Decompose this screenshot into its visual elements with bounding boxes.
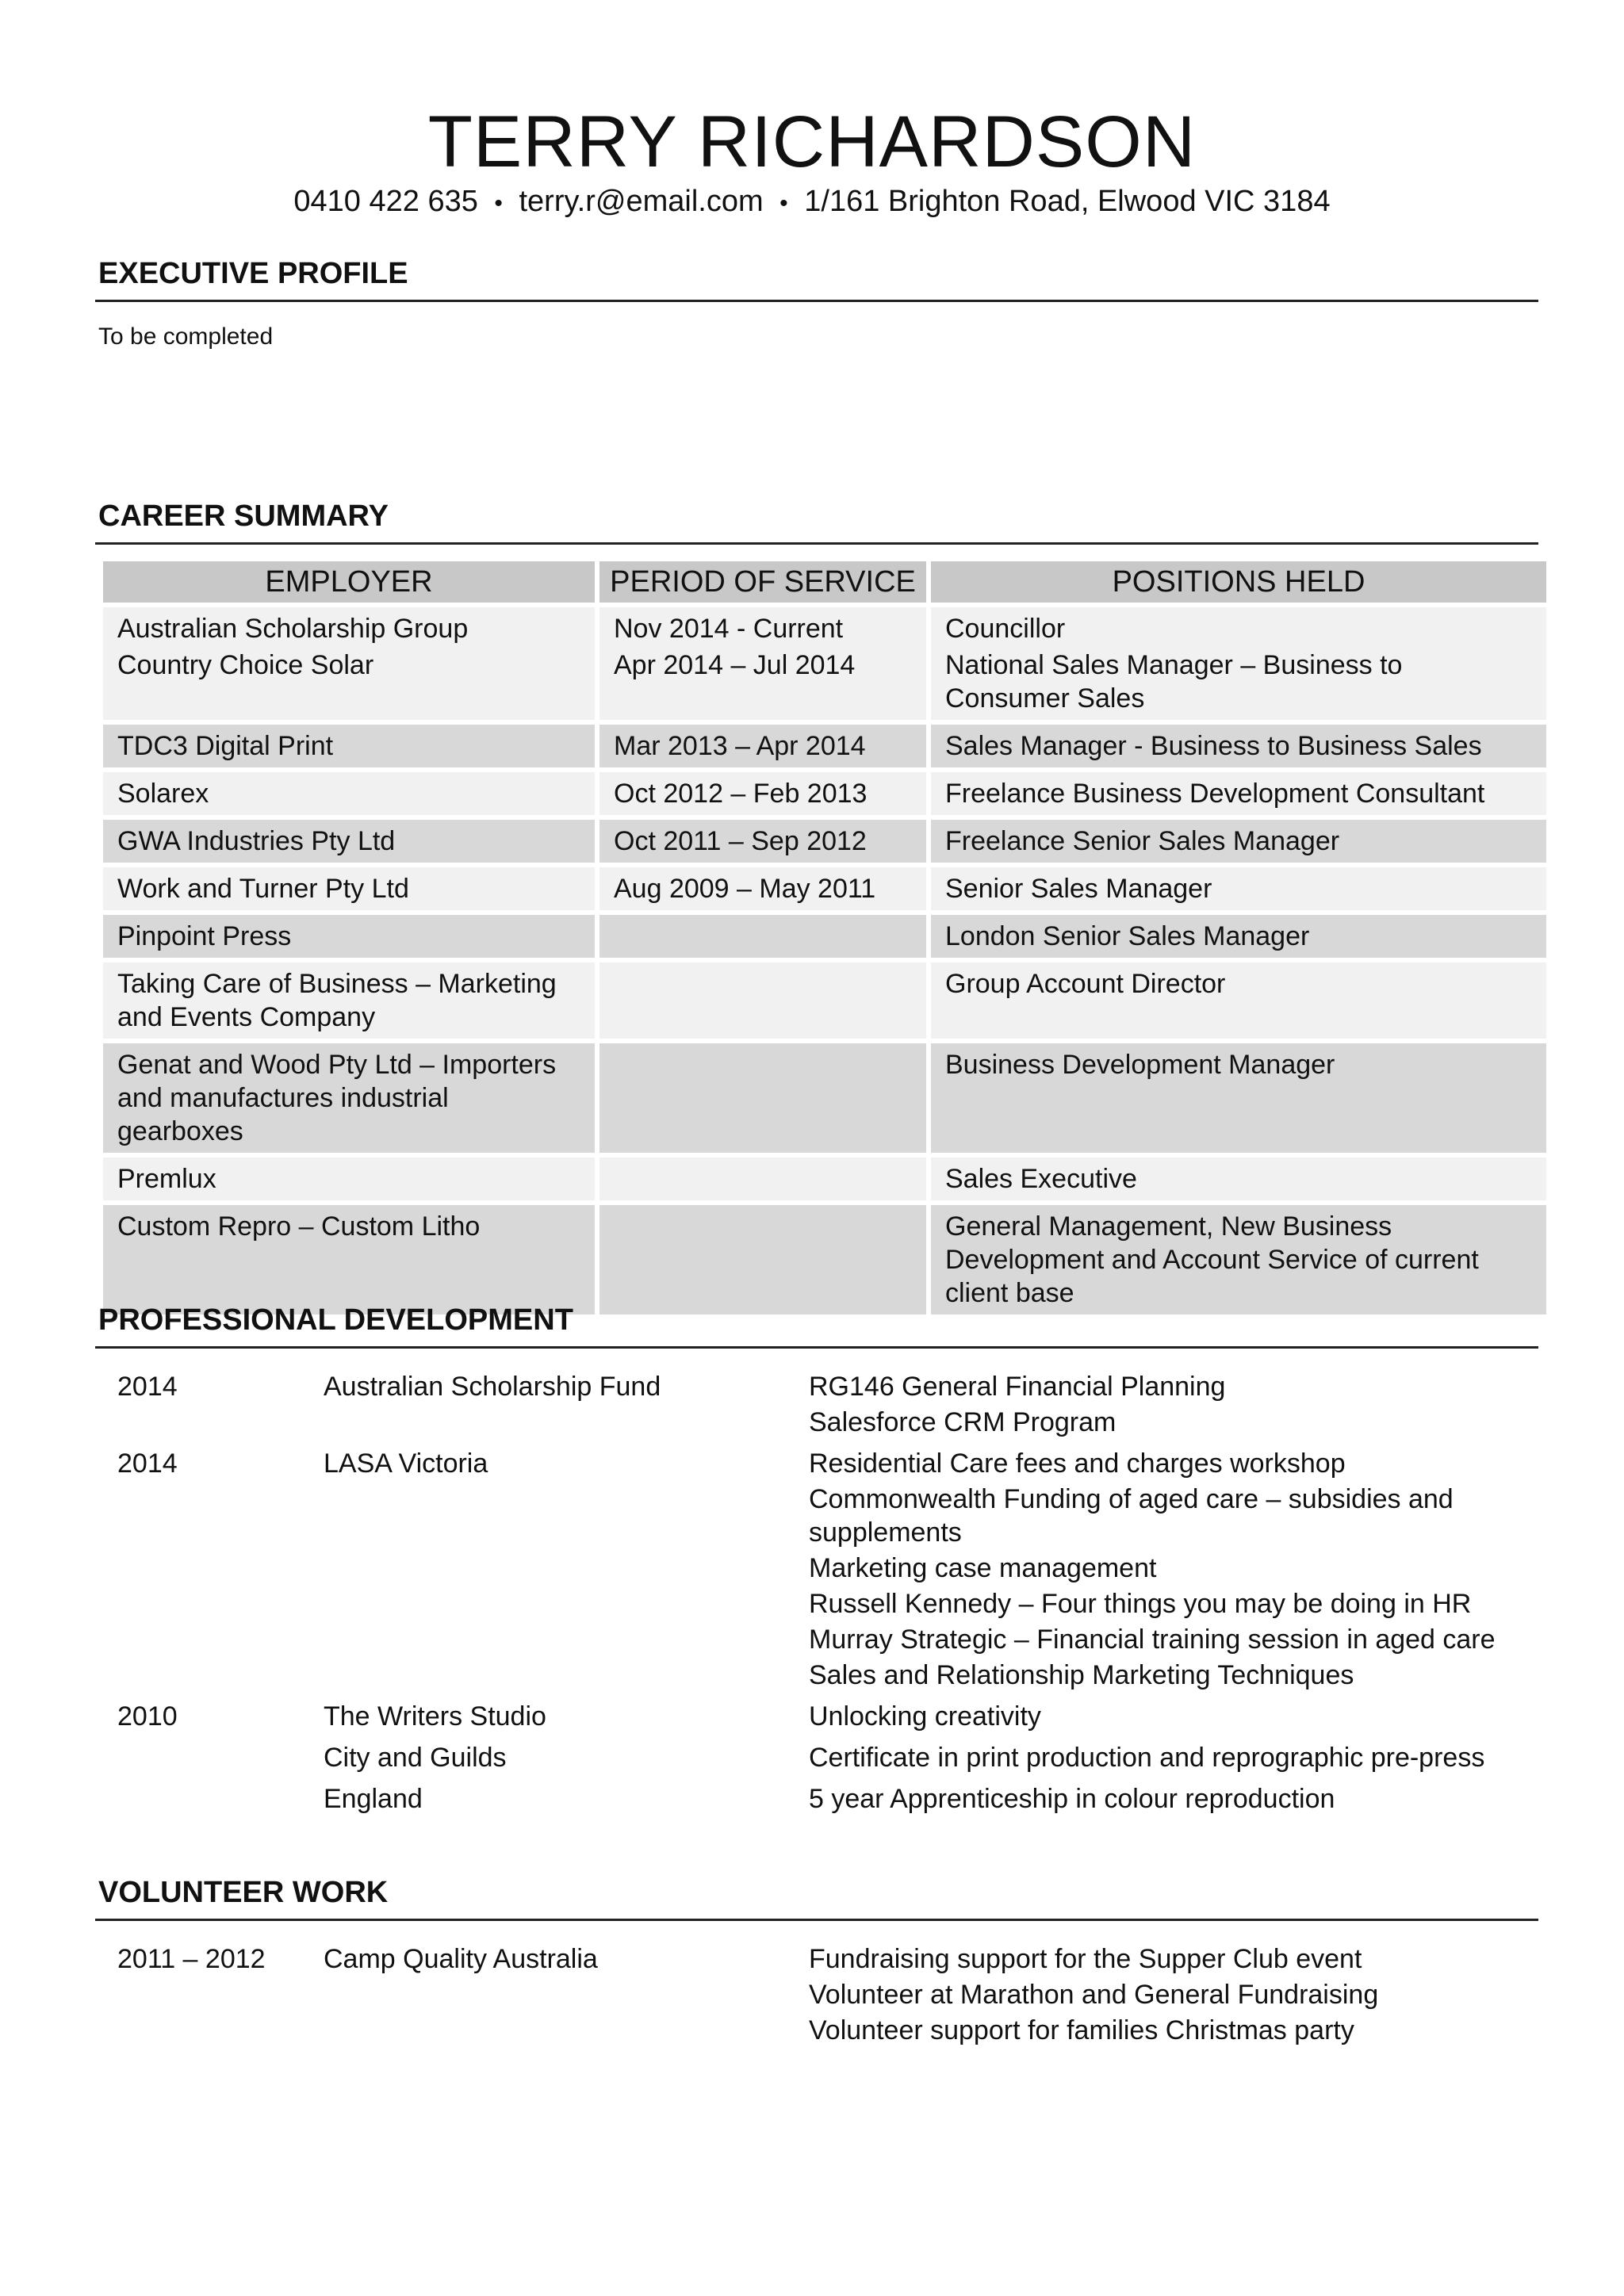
list-item <box>117 1370 1538 1439</box>
position-cell-line: Business Development Manager <box>945 1050 1335 1080</box>
contact-line <box>0 182 1624 223</box>
position-cell <box>931 1158 1546 1200</box>
employer-cell-line: Custom Repro – Custom Litho <box>117 1211 481 1242</box>
position-cell <box>931 820 1546 863</box>
employer-cell <box>103 725 595 767</box>
period-cell-line <box>614 1162 912 1196</box>
period-cell <box>599 1158 926 1200</box>
column-header-positions: POSITIONS HELD <box>931 561 1546 603</box>
phone-number: 0410 422 635 <box>293 185 478 218</box>
item-details <box>809 1782 1538 1816</box>
item-details <box>809 1942 1538 2047</box>
section-divider <box>95 300 1538 302</box>
separator-dot: • <box>779 190 788 216</box>
employer-cell-line: Pinpoint Press <box>117 921 292 951</box>
item-details <box>809 1741 1538 1774</box>
table-row <box>103 772 1551 815</box>
item-detail-line: Volunteer support for families Christmas party <box>809 2015 1354 2045</box>
period-cell-line: Aug 2009 – May 2011 <box>614 874 876 904</box>
employer-cell-line: Country Choice Solar <box>117 650 374 680</box>
employer-cell-line: Australian Scholarship Group <box>117 614 469 644</box>
item-detail-line: Salesforce CRM Program <box>809 1407 1116 1437</box>
position-cell-line: General Management, New Business Development and Account Service of current client base <box>945 1211 1479 1308</box>
position-cell-line: Freelance Business Development Consultant <box>945 779 1485 809</box>
employer-cell-line: Taking Care of Business – Marketing and Events Company <box>117 969 557 1032</box>
item-detail-line: RG146 General Financial Planning <box>809 1372 1226 1402</box>
item-detail-line: Russell Kennedy – Four things you may be doing in HR <box>809 1589 1472 1619</box>
period-cell-line: Oct 2011 – Sep 2012 <box>614 826 867 856</box>
position-cell-line: Freelance Senior Sales Manager <box>945 826 1340 856</box>
item-detail-line: Commonwealth Funding of aged care – subsidies and supplements <box>809 1484 1454 1548</box>
item-detail-line: Fundraising support for the Supper Club event <box>809 1944 1362 1974</box>
position-cell <box>931 725 1546 767</box>
period-cell <box>599 725 926 767</box>
employer-cell <box>103 915 595 958</box>
item-organisation: England <box>324 1784 423 1814</box>
table-row <box>103 607 1551 720</box>
employer-cell-line: Premlux <box>117 1164 216 1194</box>
employer-cell <box>103 1043 595 1153</box>
table-body <box>103 607 1551 1314</box>
list-item <box>117 1782 1538 1816</box>
section-title-executive-profile: EXECUTIVE PROFILE <box>98 257 408 290</box>
period-cell-line: Apr 2014 – Jul 2014 <box>614 650 856 680</box>
position-cell <box>931 867 1546 910</box>
section-divider <box>95 1346 1538 1349</box>
section-title-career-summary: CAREER SUMMARY <box>98 499 389 533</box>
item-year: 2014 <box>117 1448 178 1479</box>
item-detail-line: Sales and Relationship Marketing Techniques <box>809 1660 1354 1690</box>
period-cell <box>599 1043 926 1153</box>
employer-cell-line: Work and Turner Pty Ltd <box>117 874 409 904</box>
period-cell <box>599 867 926 910</box>
item-details <box>809 1370 1538 1439</box>
executive-profile-text: To be completed <box>98 323 274 350</box>
list-item <box>117 1700 1538 1733</box>
candidate-name: TERRY RICHARDSON <box>427 101 1197 182</box>
list-item <box>117 1741 1538 1774</box>
period-cell-line <box>614 1048 912 1081</box>
period-cell <box>599 915 926 958</box>
position-cell-line: Sales Manager - Business to Business Sales <box>945 731 1482 761</box>
item-detail-line: 5 year Apprenticeship in colour reproduction <box>809 1784 1335 1814</box>
employer-cell <box>103 962 595 1039</box>
position-cell-line: Councillor <box>945 614 1066 644</box>
period-cell-line <box>614 920 912 953</box>
position-cell-line: Group Account Director <box>945 969 1226 999</box>
employer-cell-line: GWA Industries Pty Ltd <box>117 826 396 856</box>
section-divider <box>95 542 1538 545</box>
section-divider <box>95 1919 1538 1921</box>
item-details <box>809 1447 1538 1692</box>
table-header-row <box>103 561 1551 603</box>
item-organisation: The Writers Studio <box>324 1701 546 1732</box>
item-year: 2014 <box>117 1372 178 1402</box>
table-row <box>103 820 1551 863</box>
employer-cell <box>103 820 595 863</box>
separator-dot: • <box>494 190 503 216</box>
table-row <box>103 1205 1551 1314</box>
item-detail-line: Murray Strategic – Financial training session in aged care <box>809 1624 1496 1655</box>
position-cell-line: Senior Sales Manager <box>945 874 1212 904</box>
period-cell-line <box>614 967 912 1001</box>
table-row <box>103 962 1551 1039</box>
table-row <box>103 915 1551 958</box>
position-cell <box>931 1205 1546 1314</box>
period-cell-line: Nov 2014 - Current <box>614 614 844 644</box>
section-title-volunteer-work: VOLUNTEER WORK <box>98 1876 389 1909</box>
item-detail-line: Volunteer at Marathon and General Fundraising <box>809 1980 1379 2010</box>
item-detail-line: Marketing case management <box>809 1553 1157 1583</box>
item-organisation: LASA Victoria <box>324 1448 488 1479</box>
employer-cell <box>103 1158 595 1200</box>
period-cell <box>599 607 926 720</box>
position-cell-line: Sales Executive <box>945 1164 1137 1194</box>
position-cell-line: National Sales Manager – Business to Consumer Sales <box>945 650 1403 714</box>
period-cell <box>599 962 926 1039</box>
period-cell <box>599 1205 926 1314</box>
position-cell <box>931 915 1546 958</box>
position-cell <box>931 1043 1546 1153</box>
period-cell <box>599 820 926 863</box>
period-cell-line: Mar 2013 – Apr 2014 <box>614 731 866 761</box>
employer-cell <box>103 607 595 720</box>
table-row <box>103 725 1551 767</box>
employer-cell <box>103 1205 595 1314</box>
item-year: 2011 – 2012 <box>117 1944 266 1974</box>
period-cell-line: Oct 2012 – Feb 2013 <box>614 779 868 809</box>
employer-cell-line: TDC3 Digital Print <box>117 731 334 761</box>
item-organisation: Camp Quality Australia <box>324 1944 598 1974</box>
item-detail-line: Certificate in print production and reprographic pre-press <box>809 1743 1485 1773</box>
list-item <box>117 1942 1538 2047</box>
period-cell-line <box>614 1210 912 1243</box>
employer-cell <box>103 867 595 910</box>
item-year: 2010 <box>117 1701 178 1732</box>
position-cell-line: London Senior Sales Manager <box>945 921 1310 951</box>
position-cell <box>931 772 1546 815</box>
section-title-professional-development: PROFESSIONAL DEVELOPMENT <box>98 1303 573 1337</box>
column-header-employer: EMPLOYER <box>103 561 595 603</box>
career-summary-table <box>103 561 1551 1319</box>
table-row <box>103 1043 1551 1153</box>
employer-cell-line: Solarex <box>117 779 209 809</box>
table-row <box>103 867 1551 910</box>
item-details <box>809 1700 1538 1733</box>
employer-cell-line: Genat and Wood Pty Ltd – Importers and manufactures industrial gearboxes <box>117 1050 557 1146</box>
professional-development-list <box>117 1370 1538 1823</box>
item-organisation: Australian Scholarship Fund <box>324 1372 661 1402</box>
item-organisation: City and Guilds <box>324 1743 507 1773</box>
period-cell <box>599 772 926 815</box>
volunteer-work-list <box>117 1942 1538 2055</box>
employer-cell <box>103 772 595 815</box>
item-detail-line: Residential Care fees and charges workshop <box>809 1448 1346 1479</box>
item-detail-line: Unlocking creativity <box>809 1701 1041 1732</box>
position-cell <box>931 607 1546 720</box>
postal-address: 1/161 Brighton Road, Elwood VIC 3184 <box>804 185 1331 218</box>
email-address: terry.r@email.com <box>519 185 764 218</box>
position-cell <box>931 962 1546 1039</box>
table-row <box>103 1158 1551 1200</box>
list-item <box>117 1447 1538 1692</box>
column-header-period: PERIOD OF SERVICE <box>599 561 926 603</box>
